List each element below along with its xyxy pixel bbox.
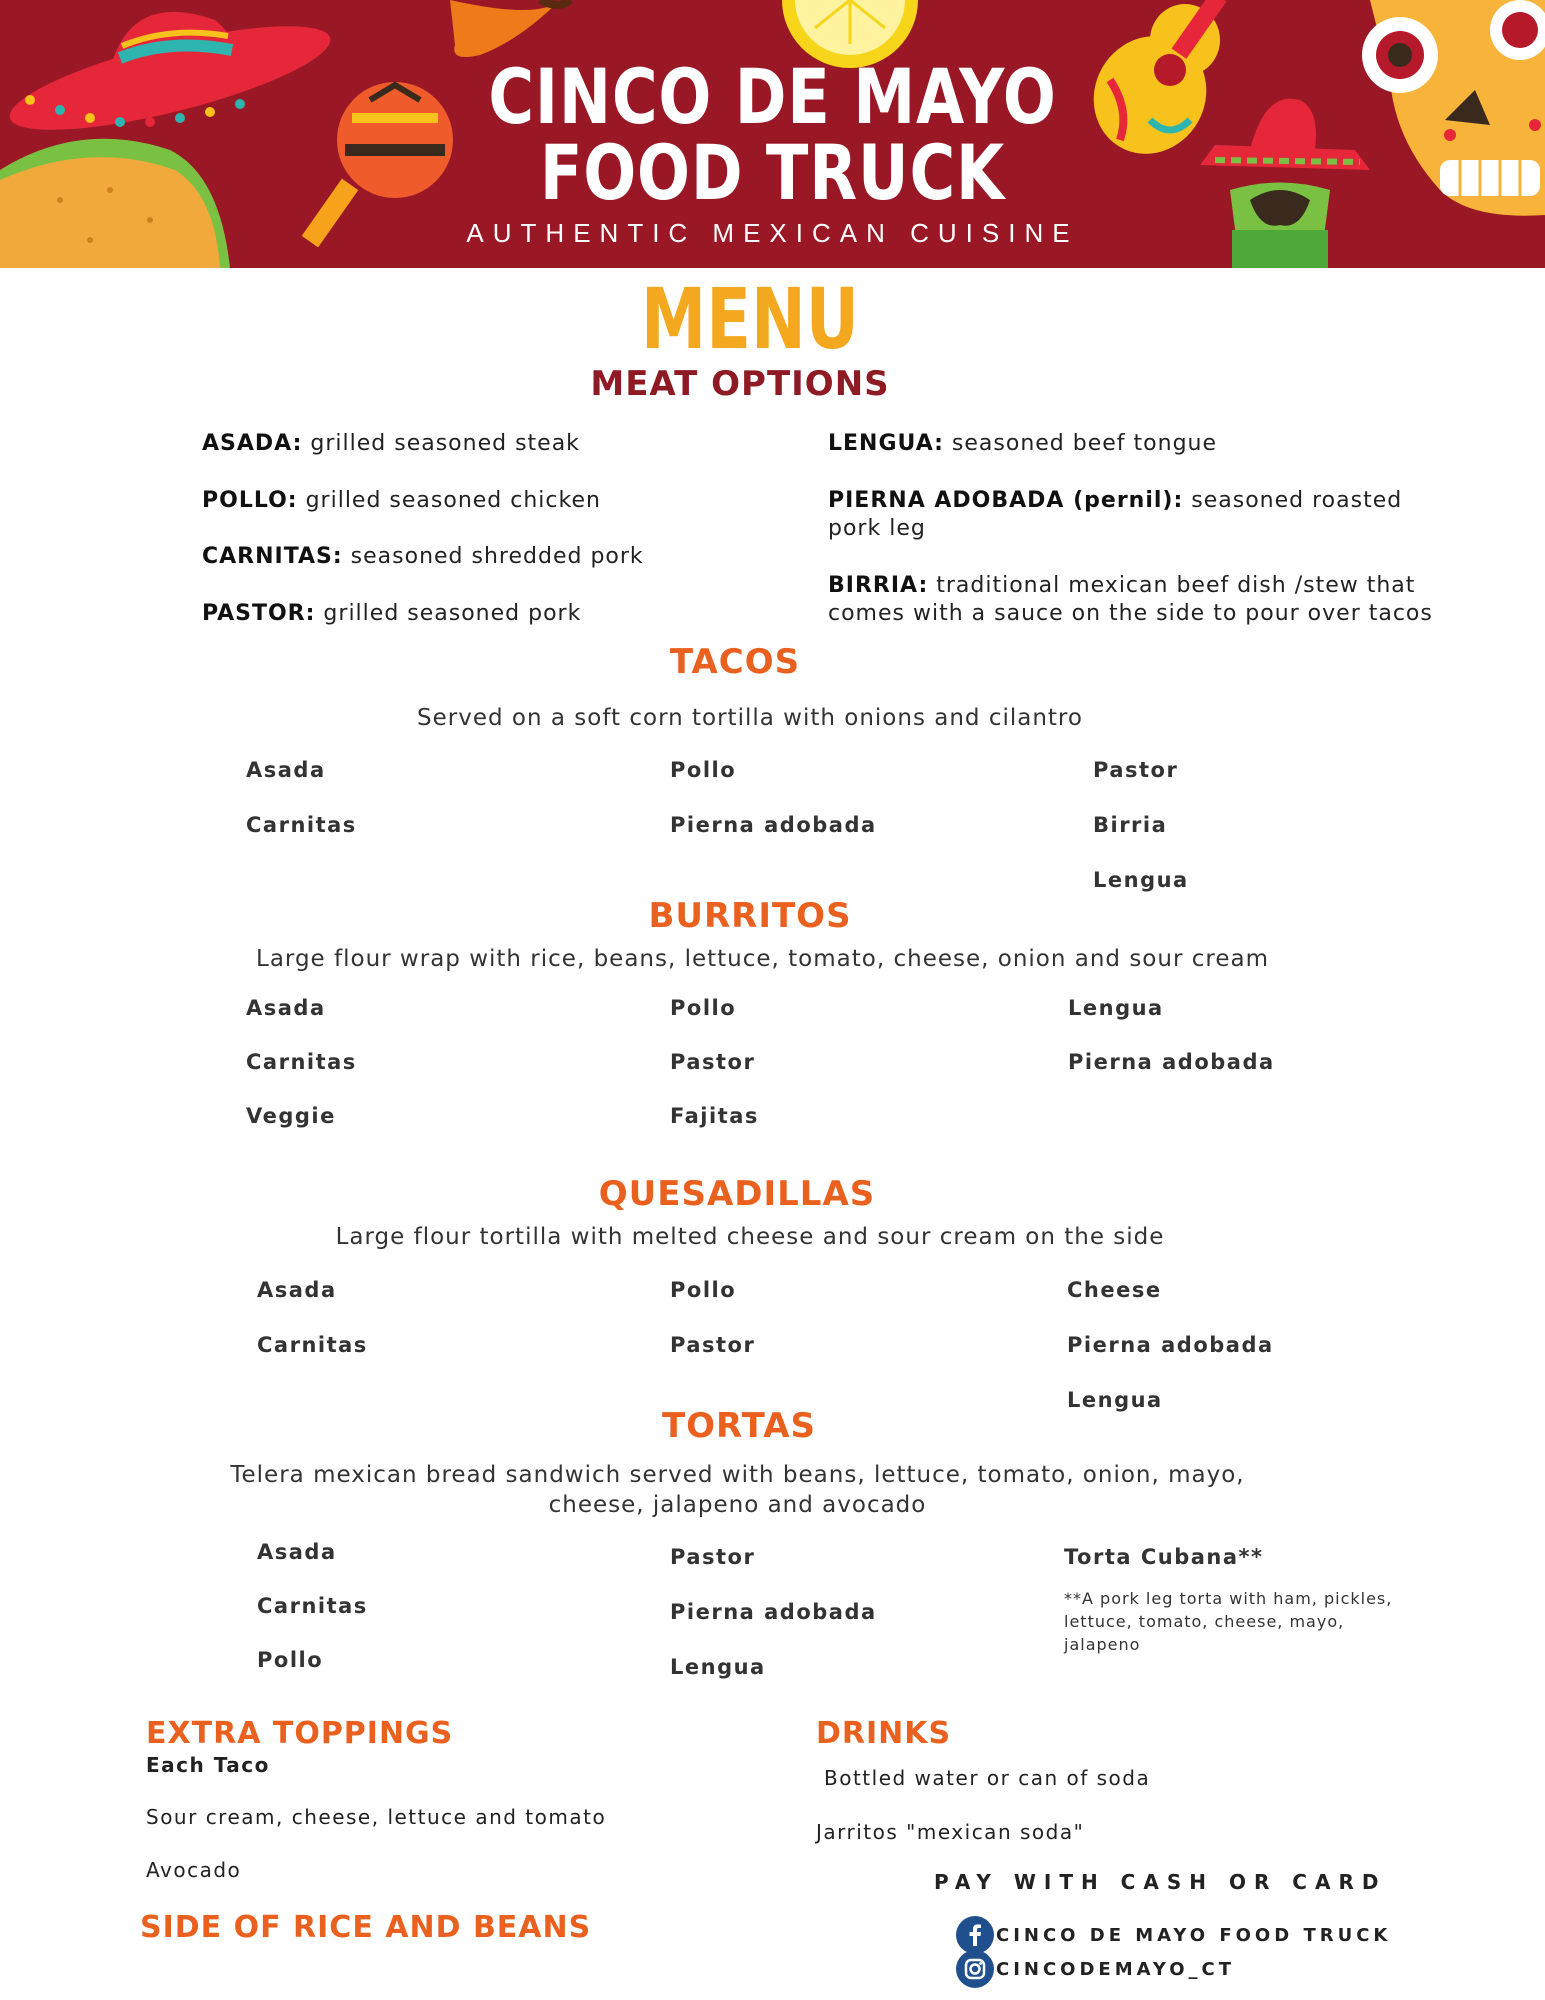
quesadilla-item: Pierna adobada bbox=[1067, 1333, 1274, 1357]
drinks-title: DRINKS bbox=[816, 1716, 952, 1751]
quesadillas-title: QUESADILLAS bbox=[598, 1174, 876, 1214]
torta-item: Asada bbox=[257, 1540, 337, 1564]
meat-item: PASTOR: grilled seasoned pork bbox=[202, 601, 582, 626]
instagram-handle[interactable]: CINCODEMAYO_CT bbox=[996, 1959, 1236, 1980]
chili-pepper-illustration bbox=[450, 0, 570, 57]
side-rice-beans-title: SIDE OF RICE AND BEANS bbox=[140, 1910, 592, 1945]
quesadilla-item: Pollo bbox=[670, 1278, 737, 1302]
burrito-item: Pollo bbox=[670, 996, 737, 1020]
torta-item: Pollo bbox=[257, 1648, 324, 1672]
meat-item: BIRRIA: traditional mexican beef dish /stew that comes with a sauce on the side to pour over tacos bbox=[828, 573, 1433, 626]
torta-item: Lengua bbox=[670, 1655, 766, 1679]
topping-item: Avocado bbox=[146, 1858, 242, 1882]
taco-item: Birria bbox=[1093, 813, 1168, 837]
tacos-description: Served on a soft corn tortilla with onions and cilantro bbox=[417, 705, 1083, 731]
topping-item: Sour cream, cheese, lettuce and tomato bbox=[146, 1805, 607, 1829]
quesadilla-item: Carnitas bbox=[257, 1333, 368, 1357]
taco-item: Asada bbox=[246, 758, 326, 782]
burrito-item: Pierna adobada bbox=[1068, 1050, 1275, 1074]
quesadillas-description: Large flour tortilla with melted cheese and sour cream on the side bbox=[335, 1224, 1165, 1250]
title-line-1: CINCO DE MAYO bbox=[488, 52, 1057, 141]
extra-toppings-title: EXTRA TOPPINGS bbox=[146, 1716, 454, 1751]
burrito-item: Pastor bbox=[670, 1050, 756, 1074]
drink-item: Bottled water or can of soda bbox=[824, 1766, 1151, 1790]
title-line-2: FOOD TRUCK bbox=[539, 128, 1006, 217]
burrito-item: Fajitas bbox=[670, 1104, 759, 1128]
torta-item: Carnitas bbox=[257, 1594, 368, 1618]
header-banner bbox=[0, 0, 1545, 268]
burritos-description: Large flour wrap with rice, beans, lettuce, tomato, cheese, onion and sour cream bbox=[256, 946, 1269, 972]
torta-cubana-note: **A pork leg torta with ham, pickles, bbox=[1064, 1589, 1393, 1608]
torta-cubana-note: lettuce, tomato, cheese, mayo, bbox=[1064, 1612, 1345, 1631]
facebook-handle[interactable]: CINCO DE MAYO FOOD TRUCK bbox=[996, 1925, 1392, 1946]
drink-item: Jarritos "mexican soda" bbox=[816, 1820, 1085, 1844]
tortas-title: TORTAS bbox=[661, 1406, 817, 1446]
burrito-item: Veggie bbox=[246, 1104, 336, 1128]
burrito-item: Lengua bbox=[1068, 996, 1164, 1020]
meat-item: ASADA: grilled seasoned steak bbox=[202, 431, 580, 456]
taco-item: Carnitas bbox=[246, 813, 357, 837]
meat-item: LENGUA: seasoned beef tongue bbox=[828, 431, 1218, 456]
quesadilla-item: Cheese bbox=[1067, 1278, 1162, 1302]
taco-item: Pastor bbox=[1093, 758, 1179, 782]
meat-options-title: MEAT OPTIONS bbox=[590, 364, 890, 404]
burrito-item: Asada bbox=[246, 996, 326, 1020]
burritos-title: BURRITOS bbox=[648, 896, 852, 936]
taco-item: Pollo bbox=[670, 758, 737, 782]
instagram-icon[interactable] bbox=[956, 1950, 994, 1988]
quesadilla-item: Lengua bbox=[1067, 1388, 1163, 1412]
menu-title: MENU bbox=[640, 270, 859, 368]
quesadilla-item: Pastor bbox=[670, 1333, 756, 1357]
burrito-item: Carnitas bbox=[246, 1050, 357, 1074]
payment-note: PAY WITH CASH OR CARD bbox=[934, 1870, 1387, 1894]
extra-toppings-subtitle: Each Taco bbox=[146, 1753, 270, 1777]
torta-item: Pierna adobada bbox=[670, 1600, 877, 1624]
torta-cubana-note: jalapeno bbox=[1064, 1635, 1141, 1654]
tortas-description-line-1: Telera mexican bread sandwich served with beans, lettuce, tomato, onion, mayo, bbox=[230, 1462, 1245, 1488]
tacos-title: TACOS bbox=[669, 642, 801, 682]
meat-item: CARNITAS: seasoned shredded pork bbox=[202, 544, 644, 569]
taco-item: Lengua bbox=[1093, 868, 1189, 892]
torta-item: Torta Cubana** bbox=[1064, 1545, 1264, 1569]
taco-item: Pierna adobada bbox=[670, 813, 877, 837]
facebook-icon[interactable] bbox=[956, 1916, 994, 1954]
meat-item: PIERNA ADOBADA (pernil): seasoned roasted pork leg bbox=[828, 488, 1403, 541]
tagline: AUTHENTIC MEXICAN CUISINE bbox=[466, 218, 1079, 248]
meat-item: POLLO: grilled seasoned chicken bbox=[202, 488, 601, 513]
quesadilla-item: Asada bbox=[257, 1278, 337, 1302]
torta-item: Pastor bbox=[670, 1545, 756, 1569]
tortas-description-line-2: cheese, jalapeno and avocado bbox=[548, 1492, 927, 1518]
